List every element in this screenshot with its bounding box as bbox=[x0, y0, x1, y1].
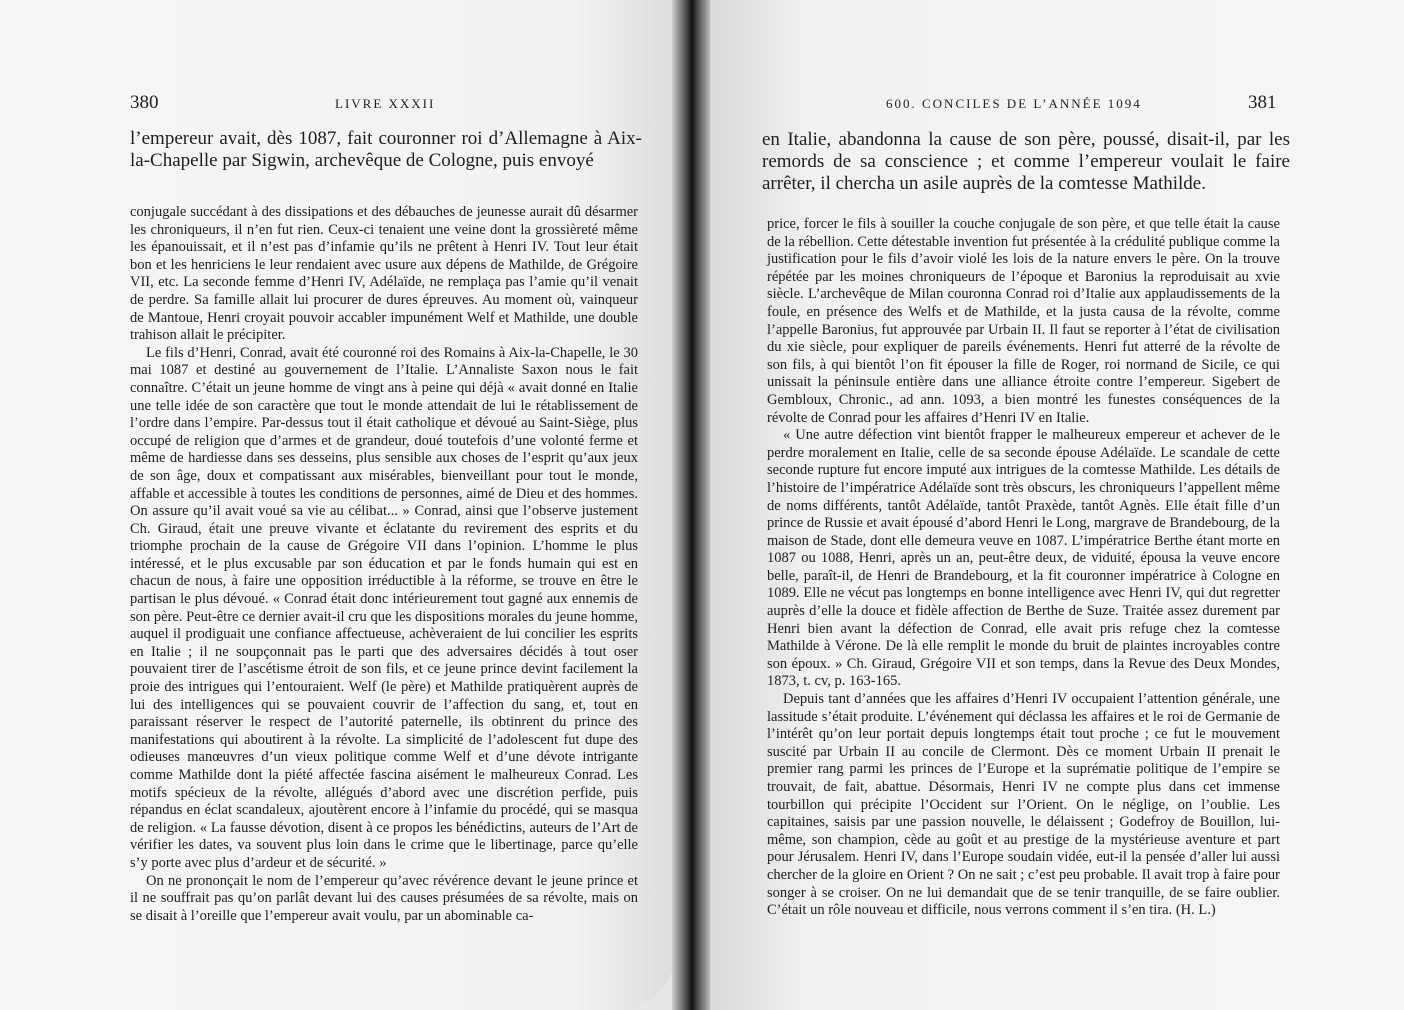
footnote-paragraph: Depuis tant d’années que les affaires d’Henri IV occupaient l’attention générale, une lassitude s’était produite. L’événement qui déclassa les affaires et le roi de Germanie de l’intérêt qu’on leur portait depuis longtemps était tout proche ; ce fut le mouvement suscité par Urbain II au concile de Clermont. Dès ce moment Urbain II prenait le premier rang parmi les princes de l’Europe et la suprématie politique de l’empire se trouvait, de fait, abattue. Désormais, Henri IV ne compte plus dans cet immense tourbillon qui précipite l’Occident sur l’Orient. On le néglige, on l’oublie. Les capitaines, saisis par une passion nouvelle, le délaissent ; Godefroy de Bouillon, lui-même, son champion, cède au goût et au prestige de la mystérieuse aventure et part pour Jérusalem. Henri IV, dans l’Europe soudain vidée, eut-il la pensée d’aller lui aussi chercher de la gloire en Orient ? On ne sait ; c’est peu probable. Il avait trop à faire pour songer à se croiser. On ne lui demandait que de se tenir tranquille, de se faire oublier. C’était un rôle nouveau et difficile, nous verrons comment il s’en tira. (H. L.) bbox=[767, 691, 1280, 919]
running-head: 600. CONCILES DE L’ANNÉE 1094 bbox=[886, 96, 1142, 111]
footnote-paragraph: On ne prononçait le nom de l’empereur qu’avec révérence devant le jeune prince et il ne souffrait pas qu’on parlât devant lui des causes présumées de sa révolte, mais on se disait à l’oreille que l’empereur avait voulu, par un abominable ca- bbox=[130, 872, 638, 924]
footnote-paragraph: conjugale succédant à des dissipations et des débauches de jeunesse aurait dû désarmer les chroniqueurs, il n’en fut rien. Ceux-ci tenaient une veine dont la grossièreté même les épanouissait, et il n’est pas d’infamie qu’ils ne prêtent à Henri IV. Tout leur était bon et les henriciens le leur rendaient avec usure aux dépens de Mathilde, de Grégoire VII, etc. La seconde femme d’Henri IV, Adélaïde, ne remplaça pas l’amie qu’il venait de perdre. Sa famille allait lui procurer de dures épreuves. Au moment où, vainqueur de Mantoue, Henri croyait pouvoir accabler impunément Welf et Mathilde, une double trahison allait le précipiter. bbox=[130, 204, 638, 344]
footnote-paragraph: price, forcer le fils à souiller la couche conjugale de son père, et que telle était la cause de la rébellion. Cette détestable invention fut présentée à la crédulité publique comme la justification pour le fils d’avoir violé les lois de la nature envers le père. On la trouve répétée par les moines chroniqueurs de l’époque et Baronius la reproduisait au xvie siècle. L’archevêque de Milan couronna Conrad roi d’Italie aux applaudissements de la foule, en présence des Welfs et de Mathilde, et la justa causa de la révolte, comme l’appelle Baronius, fut approuvée par Urbain II. Il faut se reporter à l’état de civilisation du xie siècle, pour expliquer de pareils événements. Henri fut atterré de la révolte de son fils, à qui bientôt l’on fit épouser la fille de Roger, roi normand de Sicile, ce qui unissait la péninsule entière dans une alliance étroite contre l’empereur. Sigebert de Gembloux, Chronic., ad ann. 1093, a bien montré les funestes conséquences de la révolte de Conrad pour les affaires d’Henri IV en Italie. bbox=[767, 216, 1280, 426]
footnote-paragraph: « Une autre défection vint bientôt frapper le malheureux empereur et achever de le perdre moralement en Italie, celle de sa seconde épouse Adélaïde. Le scandale de cette seconde rupture fut encore imputé aux intrigues de la comtesse Mathilde. Les détails de l’histoire de l’impératrice Adélaïde sont très obscurs, les chroniqueurs l’appellent même de noms différents, tantôt Adélaïde, tantôt Praxède, tantôt Agnès. Elle était fille d’un prince de Russie et avait épousé d’abord Henri le Long, margrave de Brandebourg, de la maison de Stade, dont elle demeura veuve en 1087. L’impératrice Berthe étant morte en 1087 ou 1088, Henri, après un an, peut-être deux, de viduité, épousa la veuve encore belle, paraît-il, de Henri de Brandebourg, et la fit couronner impératrice à Cologne en 1089. Elle ne vécut pas longtemps en bonne intelligence avec Henri IV, qui dut regretter auprès d’elle la douce et fidèle affection de Berthe de Suze. Traitée assez durement par Henri bien avant la défection de Conrad, elle avait pris refuge chez la comtesse Mathilde à Vérone. De là elle remplit le monde du bruit de plaintes incroyables contre son époux. » Ch. Giraud, Grégoire VII et son temps, dans la Revue des Deux Mondes, 1873, t. cv, p. 163-165. bbox=[767, 427, 1280, 690]
right-page bbox=[710, 0, 1404, 1010]
main-paragraph: en Italie, abandonna la cause de son père, poussé, disait-il, par les remords de sa conscience ; et comme l’empereur voulait le faire arrêter, il chercha un asile auprès de la comtesse Mathilde. bbox=[762, 129, 1290, 194]
page-number: 380 bbox=[130, 92, 159, 113]
footnote-paragraph: Le fils d’Henri, Conrad, avait été couronné roi des Romains à Aix-la-Chapelle, le 30 mai 1087 et destiné au gouvernement de l’Italie. L’Annaliste Saxon nous le fait connaître. C’était un jeune homme de vingt ans à peine qui déjà « avait donné en Italie une telle idée de son caractère que tout le monde attendait de lui le rétablissement de l’ordre dans l’empire. Par-dessus tout il était catholique et dévoué au Saint-Siège, plus occupé de religion que d’armes et de grandeur, doué toutefois d’une volonté ferme et même de hardiesse dans ses desseins, plus sensible aux choses de l’esprit qu’aux jeux de son âge, doux et compatissant aux misérables, bienveillant pour tout le monde, affable et accessible à toutes les conditions de personnes, aimé de Dieu et des hommes. On assure qu’il avait voué sa vie au célibat... » Conrad, ainsi que l’observe justement Ch. Giraud, était une preuve vivante et éclatante du revirement des esprits et du triomphe prochain de la cause de Grégoire VII dans l’opinion. L’homme le plus intéressé, et le plus excusable par son éducation et par le fonds humain qui est en chacun de nous, à faire une opposition irréductible à la réforme, se trouve en être le partisan le plus dévoué. « Conrad était donc intérieurement tout gagné aux ennemis de son père. Peut-être ce dernier avait-il cru que les dispositions morales du jeune homme, auquel il prodiguait une confiance affectueuse, achèveraient de lui concilier les esprits en Italie ; il ne soupçonnait pas le parti que des adversaires décidés à tout oser pouvaient tirer de l’ascétisme étroit de son fils, et ce jeune prince devint facilement la proie des intrigues qui l’entouraient. Welf (le père) et Mathilde pratiquèrent auprès de lui des intelligences qui se pouvaient couvrir de l’affection du sang, et, tout en paraissant réserver le respect de l’autorité paternelle, ils obtinrent du prince des manifestations qui aboutirent à la révolte. La simplicité de l’adolescent fut dupe des odieuses manœuvres d’un vieux politique comme Welf et d’une dévote intrigante comme Mathilde dont la piété affectée fascina aisément le malheureux Conrad. Les motifs spécieux de la révolte, allégués d’abord avec une discrétion perfide, puis répandus en éclat scandaleux, ajoutèrent encore à l’infamie du procédé, qui se masqua de religion. « La fausse dévotion, disent à ce propos les bénédictins, auteurs de l’Art de vérifier les dates, va souvent plus loin dans le crime que le libertinage, parce qu’elle s’y porte avec plus d’ardeur et de sécurité. » bbox=[130, 344, 638, 871]
main-text bbox=[130, 128, 642, 172]
book-gutter bbox=[672, 0, 712, 1010]
page-number: 381 bbox=[1248, 92, 1277, 113]
main-text bbox=[762, 129, 1290, 195]
running-head: LIVRE XXXII bbox=[335, 96, 436, 111]
footnotes bbox=[130, 204, 638, 925]
main-paragraph: l’empereur avait, dès 1087, fait couronner roi d’Allemagne à Aix-la-Chapelle par Sigwin, archevêque de Cologne, puis envoyé bbox=[130, 128, 642, 171]
left-page bbox=[0, 0, 676, 1010]
footnotes bbox=[767, 216, 1280, 920]
